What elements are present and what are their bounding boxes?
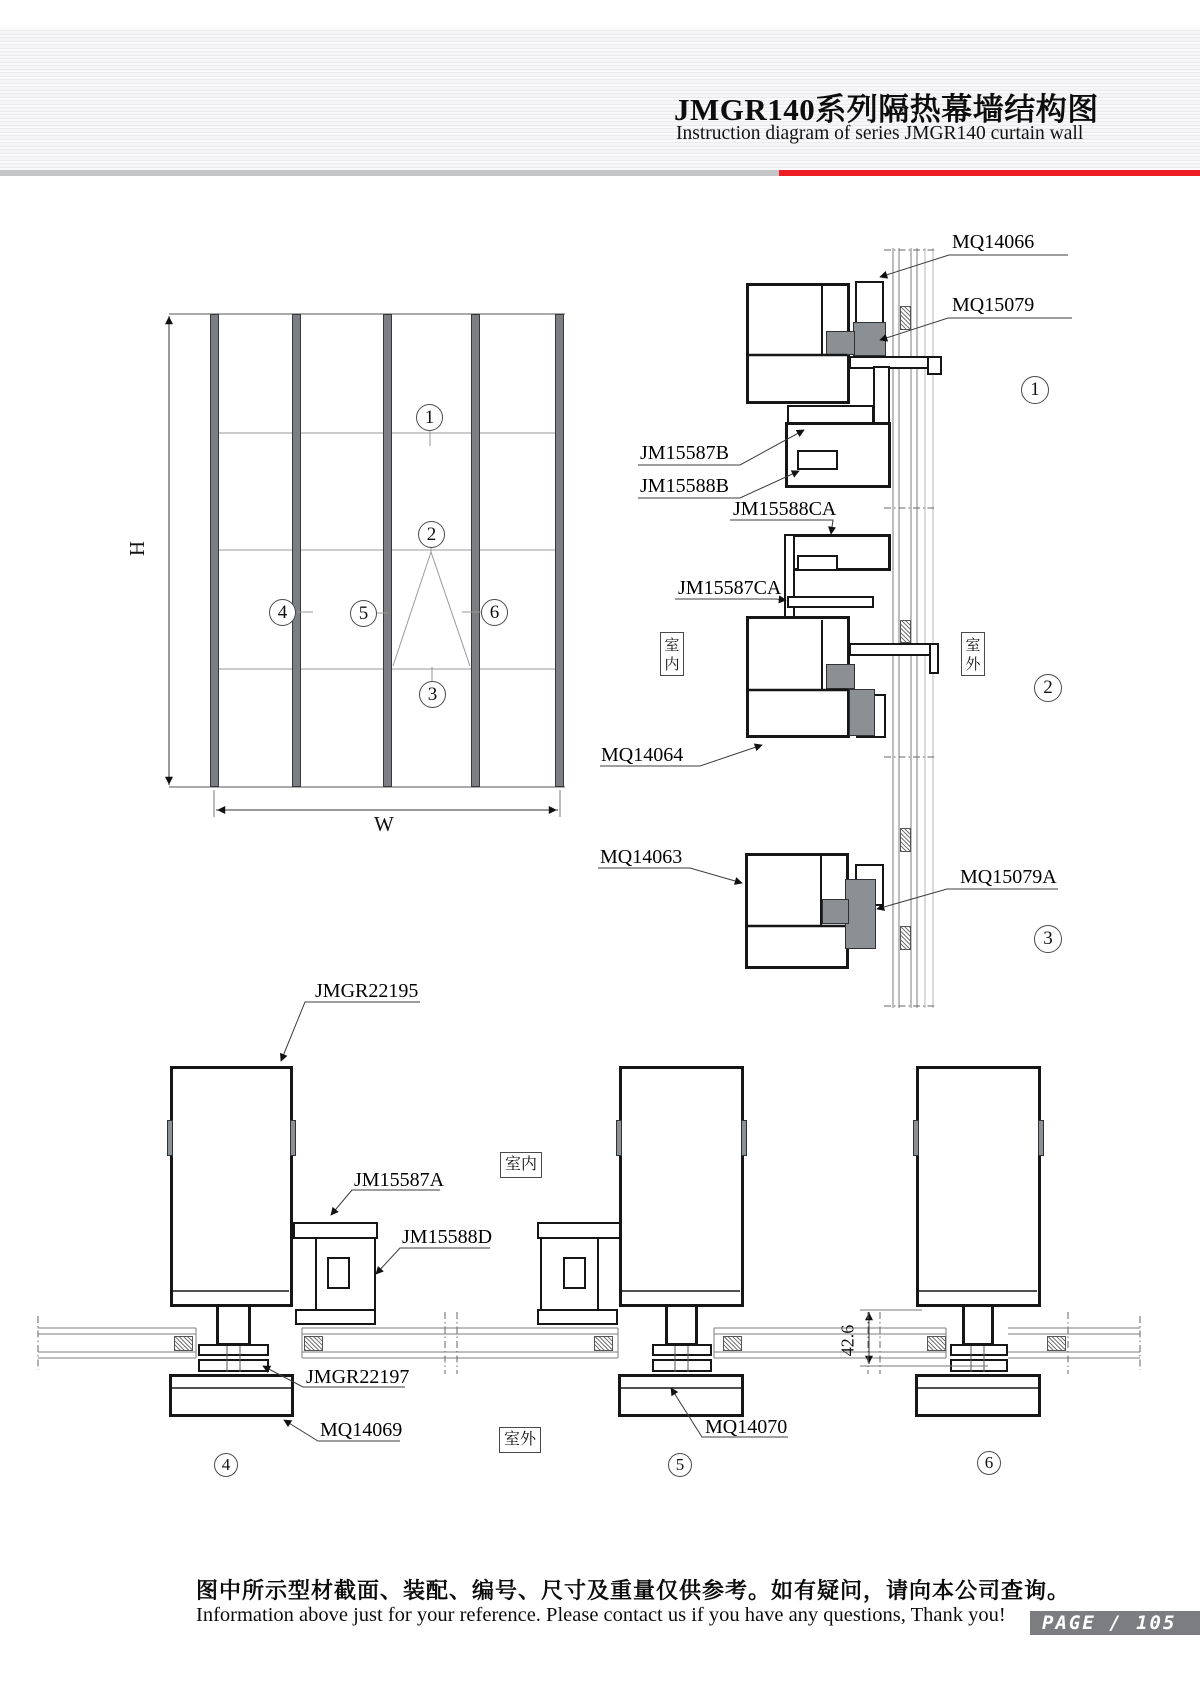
footer-note-en: Information above just for your reference. Please contact us if you have any questions, Thank you! xyxy=(196,1604,1006,1626)
callout-3-detail: 3 xyxy=(1034,925,1062,953)
break-marks xyxy=(38,250,1140,1374)
page-subtitle: Instruction diagram of series JMGR140 curtain wall xyxy=(676,123,1084,144)
part-label-jm15587b: JM15587B xyxy=(640,442,729,464)
elevation-height-label: H xyxy=(125,540,150,557)
part-label-jm15587ca: JM15587CA xyxy=(678,577,782,599)
dim-42-6 xyxy=(860,1310,988,1366)
callout-5-detail: 5 xyxy=(668,1453,692,1477)
part-label-mq14066: MQ14066 xyxy=(952,231,1035,253)
part-label-jm15588ca: JM15588CA xyxy=(733,498,837,520)
callout-1-detail: 1 xyxy=(1021,376,1049,404)
indoor-label-bottom: 室内 xyxy=(500,1152,542,1178)
callout-4-elevation: 4 xyxy=(269,599,296,626)
part-label-jmgr22195: JMGR22195 xyxy=(315,980,419,1002)
part-label-jm15588b: JM15588B xyxy=(640,475,729,497)
callout-5-elevation: 5 xyxy=(350,600,377,627)
part-label-mq14070: MQ14070 xyxy=(705,1416,788,1438)
footer-note-cn: 图中所示型材截面、装配、编号、尺寸及重量仅供参考。如有疑问，请向本公司查询。 xyxy=(196,1578,1071,1603)
page-number-bar xyxy=(1030,1611,1200,1635)
page-number-label: PAGE / 105 xyxy=(1042,1612,1177,1634)
part-label-jm15588d: JM15588D xyxy=(402,1226,493,1248)
part-label-mq15079a: MQ15079A xyxy=(960,866,1057,888)
part-label-mq15079: MQ15079 xyxy=(952,294,1035,316)
outdoor-label-bottom: 室外 xyxy=(499,1427,541,1453)
part-label-jm15587a: JM15587A xyxy=(354,1169,445,1191)
part-label-mq14069: MQ14069 xyxy=(320,1419,403,1441)
page-title: JMGR140系列隔热幕墙结构图 xyxy=(674,92,1099,127)
callout-1-elevation: 1 xyxy=(416,404,443,431)
part-label-jmgr22197: JMGR22197 xyxy=(306,1366,410,1388)
indoor-label-top: 室内 xyxy=(660,632,684,676)
part-label-mq14064: MQ14064 xyxy=(601,744,684,766)
callout-3-elevation: 3 xyxy=(419,681,446,708)
callout-2-detail: 2 xyxy=(1034,674,1062,702)
part-label-mq14063: MQ14063 xyxy=(600,846,683,868)
elevation-callout-ticks xyxy=(297,431,481,681)
outdoor-label-top: 室外 xyxy=(961,632,985,676)
elevation-width-label: W xyxy=(374,812,394,836)
callout-6-elevation: 6 xyxy=(481,599,508,626)
dim-42-6-label: 42.6 xyxy=(837,1324,858,1357)
callout-4-detail: 4 xyxy=(214,1453,238,1477)
callout-2-elevation: 2 xyxy=(418,521,445,548)
callout-6-detail: 6 xyxy=(977,1451,1001,1475)
profile-divider-lines xyxy=(172,286,1038,1388)
